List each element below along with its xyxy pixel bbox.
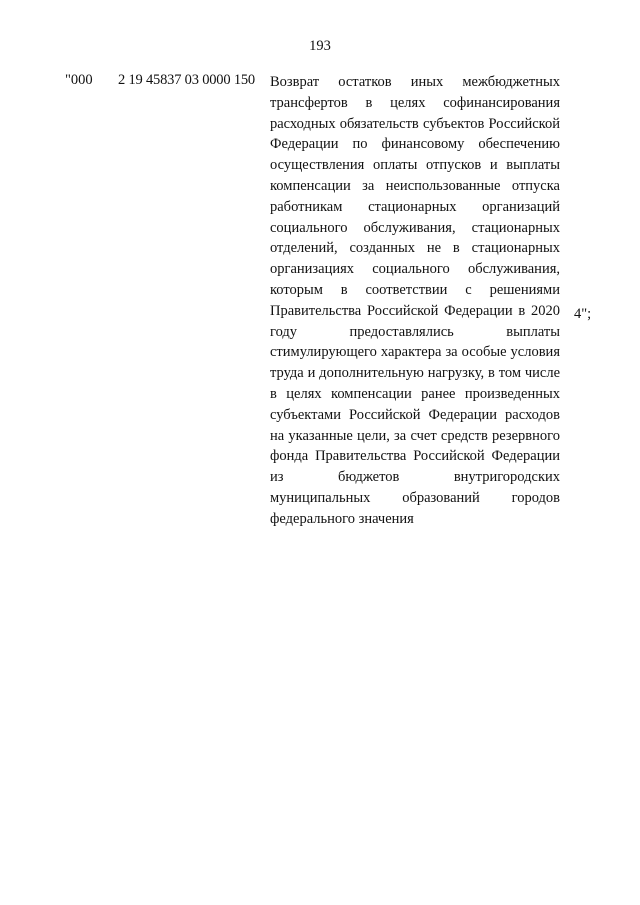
page-number: 193	[309, 38, 331, 54]
row-end-marker: 4";	[574, 306, 592, 322]
budget-classification-code-cell: 2 19 45837 03 0000 150	[118, 72, 255, 88]
income-description-cell: Возврат остатков иных межбюджетных трансфертов в целях софинансирования расходных обязательств субъектов Российской Федерации по финансовому обеспечению осуществления оплаты отпусков и выплаты компенсации за неиспользованные отпуска работникам стационарных организаций социального обслуживания, стационарных отделений, созданных не в стационарных организациях социального обслуживания, которым в соответствии с решениями Правительства Российской Федерации в 2020 году предоставлялись выплаты стимулирующего характера за особые условия труда и дополнительную нагрузку, в том числе в целях компенсации ранее произведенных субъектами Российской Федерации расходов на указанные цели, за счет средств резервного фонда Правительства Российской Федерации из бюджетов внутригородских муниципальных образований городов федерального значения	[270, 74, 560, 527]
admin-code-cell: "000	[65, 72, 93, 88]
